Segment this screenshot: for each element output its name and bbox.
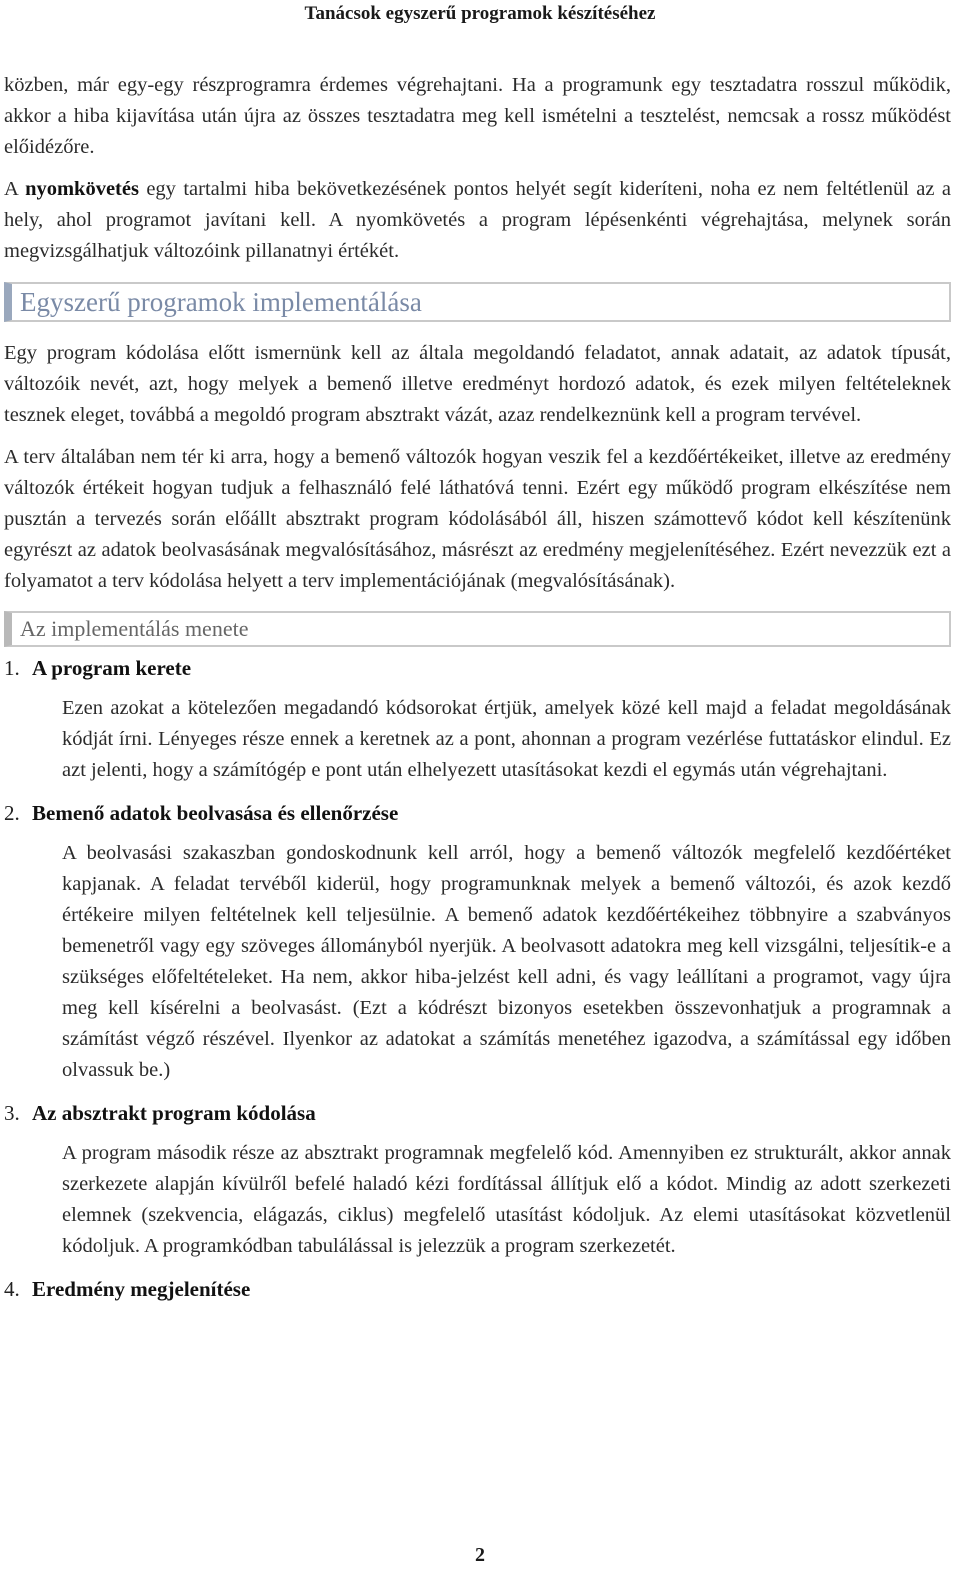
intro-p2-start: A bbox=[4, 178, 26, 200]
list-item-heading: Bemenő adatok beolvasása és ellenőrzése bbox=[32, 801, 399, 825]
list-item-body: Ezen azokat a kötelezően megadandó kódsorokat értjük, amelyek közé kell majd a feladat megoldásának kódját írni. Lényeges része ennek a keretnek az a pont, ahonnan a program vezérlése futtatáskor elindul. Ez azt jelenti, hogy a számítógép e pont után elhelyezett utasításokat kezdi el egymás után végrehajtani. bbox=[62, 697, 951, 781]
list-item-title bbox=[4, 798, 951, 828]
list-item-number: 4. bbox=[4, 1277, 20, 1301]
list-item-number: 2. bbox=[4, 801, 20, 825]
section1-paragraph-1: Egy program kódolása előtt ismernünk kell az általa megoldandó feladatot, annak adatait, az adatok típusát, változóik nevét, azt, hogy melyek a bemenő illetve eredményt hordozó adatok, és ezek milyen feltételeknek tesznek eleget, továbbá a megoldó program absztrakt vázát, azaz rendelkeznünk kell a program tervével. bbox=[4, 342, 951, 426]
page-header: Tanácsok egyszerű programok készítéséhez bbox=[304, 3, 656, 24]
page-number: 2 bbox=[475, 1544, 485, 1566]
intro-paragraph-2 bbox=[4, 174, 951, 267]
list-item-number: 1. bbox=[4, 656, 20, 680]
subsection-heading-process: Az implementálás menete bbox=[4, 611, 951, 647]
list-item-body: A program második része az absztrakt programnak megfelelő kód. Amennyiben ez strukturált, akkor annak szerkezete alapján kívülről befelé haladó kézi fordítással állítjuk elő a kódot. Mindig az adott szerkezeti elemnek (szekvencia, elágazás, ciklus) megfelelő utasítást kódoljuk. Az elemi utasításokat közvetlenül kódoljuk. A programkódban tabulálással is jelezzük a program szerkezetét. bbox=[62, 1142, 951, 1257]
list-item-heading: A program kerete bbox=[32, 656, 192, 680]
list-item-body: A beolvasási szakaszban gondoskodnunk kell arról, hogy a bemenő változók megfelelő kezdőértéket kapjanak. A feladat tervéből kiderül, hogy programunknak melyek a bemenő változói, és azok kezdő értékeire milyen feltételnek kell teljesülnie. A bemenő adatok kezdőértékeihez többnyire a szabványos bemenetről vagy egy szöveges állományból nyerjük. A beolvasott adatokra meg kell vizsgálni, teljesítik-e a szükséges előfeltételeket. Ha nem, akkor hiba-jelzést kell adni, és vagy leállítani a programot, vagy újra meg kell kísérelni a beolvasást. (Ezt a kódrészt bizonyos esetekben összevonhatjuk a programnak a számítást végző részével. Ilyenkor az adatokat a számítás menetéhez igazodva, a számítással egy időben olvassuk be.) bbox=[62, 842, 951, 1081]
list-item-number: 3. bbox=[4, 1101, 20, 1125]
term-nyomkovetes: nyomkövetés bbox=[25, 178, 139, 200]
intro-paragraph-1: közben, már egy-egy részprogramra érdemes végrehajtani. Ha a programunk egy tesztadatra rosszul működik, akkor a hiba kijavítása után újra az összes tesztadatra meg kell ismételni a tesztelést, nemcsak a rossz működést előidézőre. bbox=[4, 74, 951, 158]
section1-paragraph-2: A terv általában nem tér ki arra, hogy a bemenő változók hogyan veszik fel a kezdőértékeiket, illetve az eredmény változók értékeit hogyan tudjuk a felhasználó felé láthatóvá tenni. Ezért egy működő program elkészítése nem pusztán a tervezés során előállt absztrakt program kódolásából áll, hiszen számottevő kódot kell készítenünk egyrészt az adatok beolvasásának megvalósításához, másrészt az eredmény megjelenítéséhez. Ezért nevezzük ezt a folyamatot a terv kódolása helyett a terv implementációjának (megvalósításának). bbox=[4, 446, 951, 592]
list-item-title bbox=[4, 1274, 951, 1304]
list-item-title bbox=[4, 653, 951, 683]
list-item-title bbox=[4, 1098, 951, 1128]
document-body bbox=[4, 70, 951, 1314]
section-heading-implementation: Egyszerű programok implementálása bbox=[4, 282, 951, 322]
list-item-heading: Az absztrakt program kódolása bbox=[32, 1101, 316, 1125]
list-item-heading: Eredmény megjelenítése bbox=[32, 1277, 251, 1301]
intro-p2-rest: egy tartalmi hiba bekövetkezésének pontos helyét segít kideríteni, noha ez nem feltétlenül az a hely, ahol programot javítani kell. A nyomkövetés a program lépésenkénti végrehajtása, melynek során megvizsgálhatjuk változóink pillanatnyi értékét. bbox=[4, 178, 951, 262]
